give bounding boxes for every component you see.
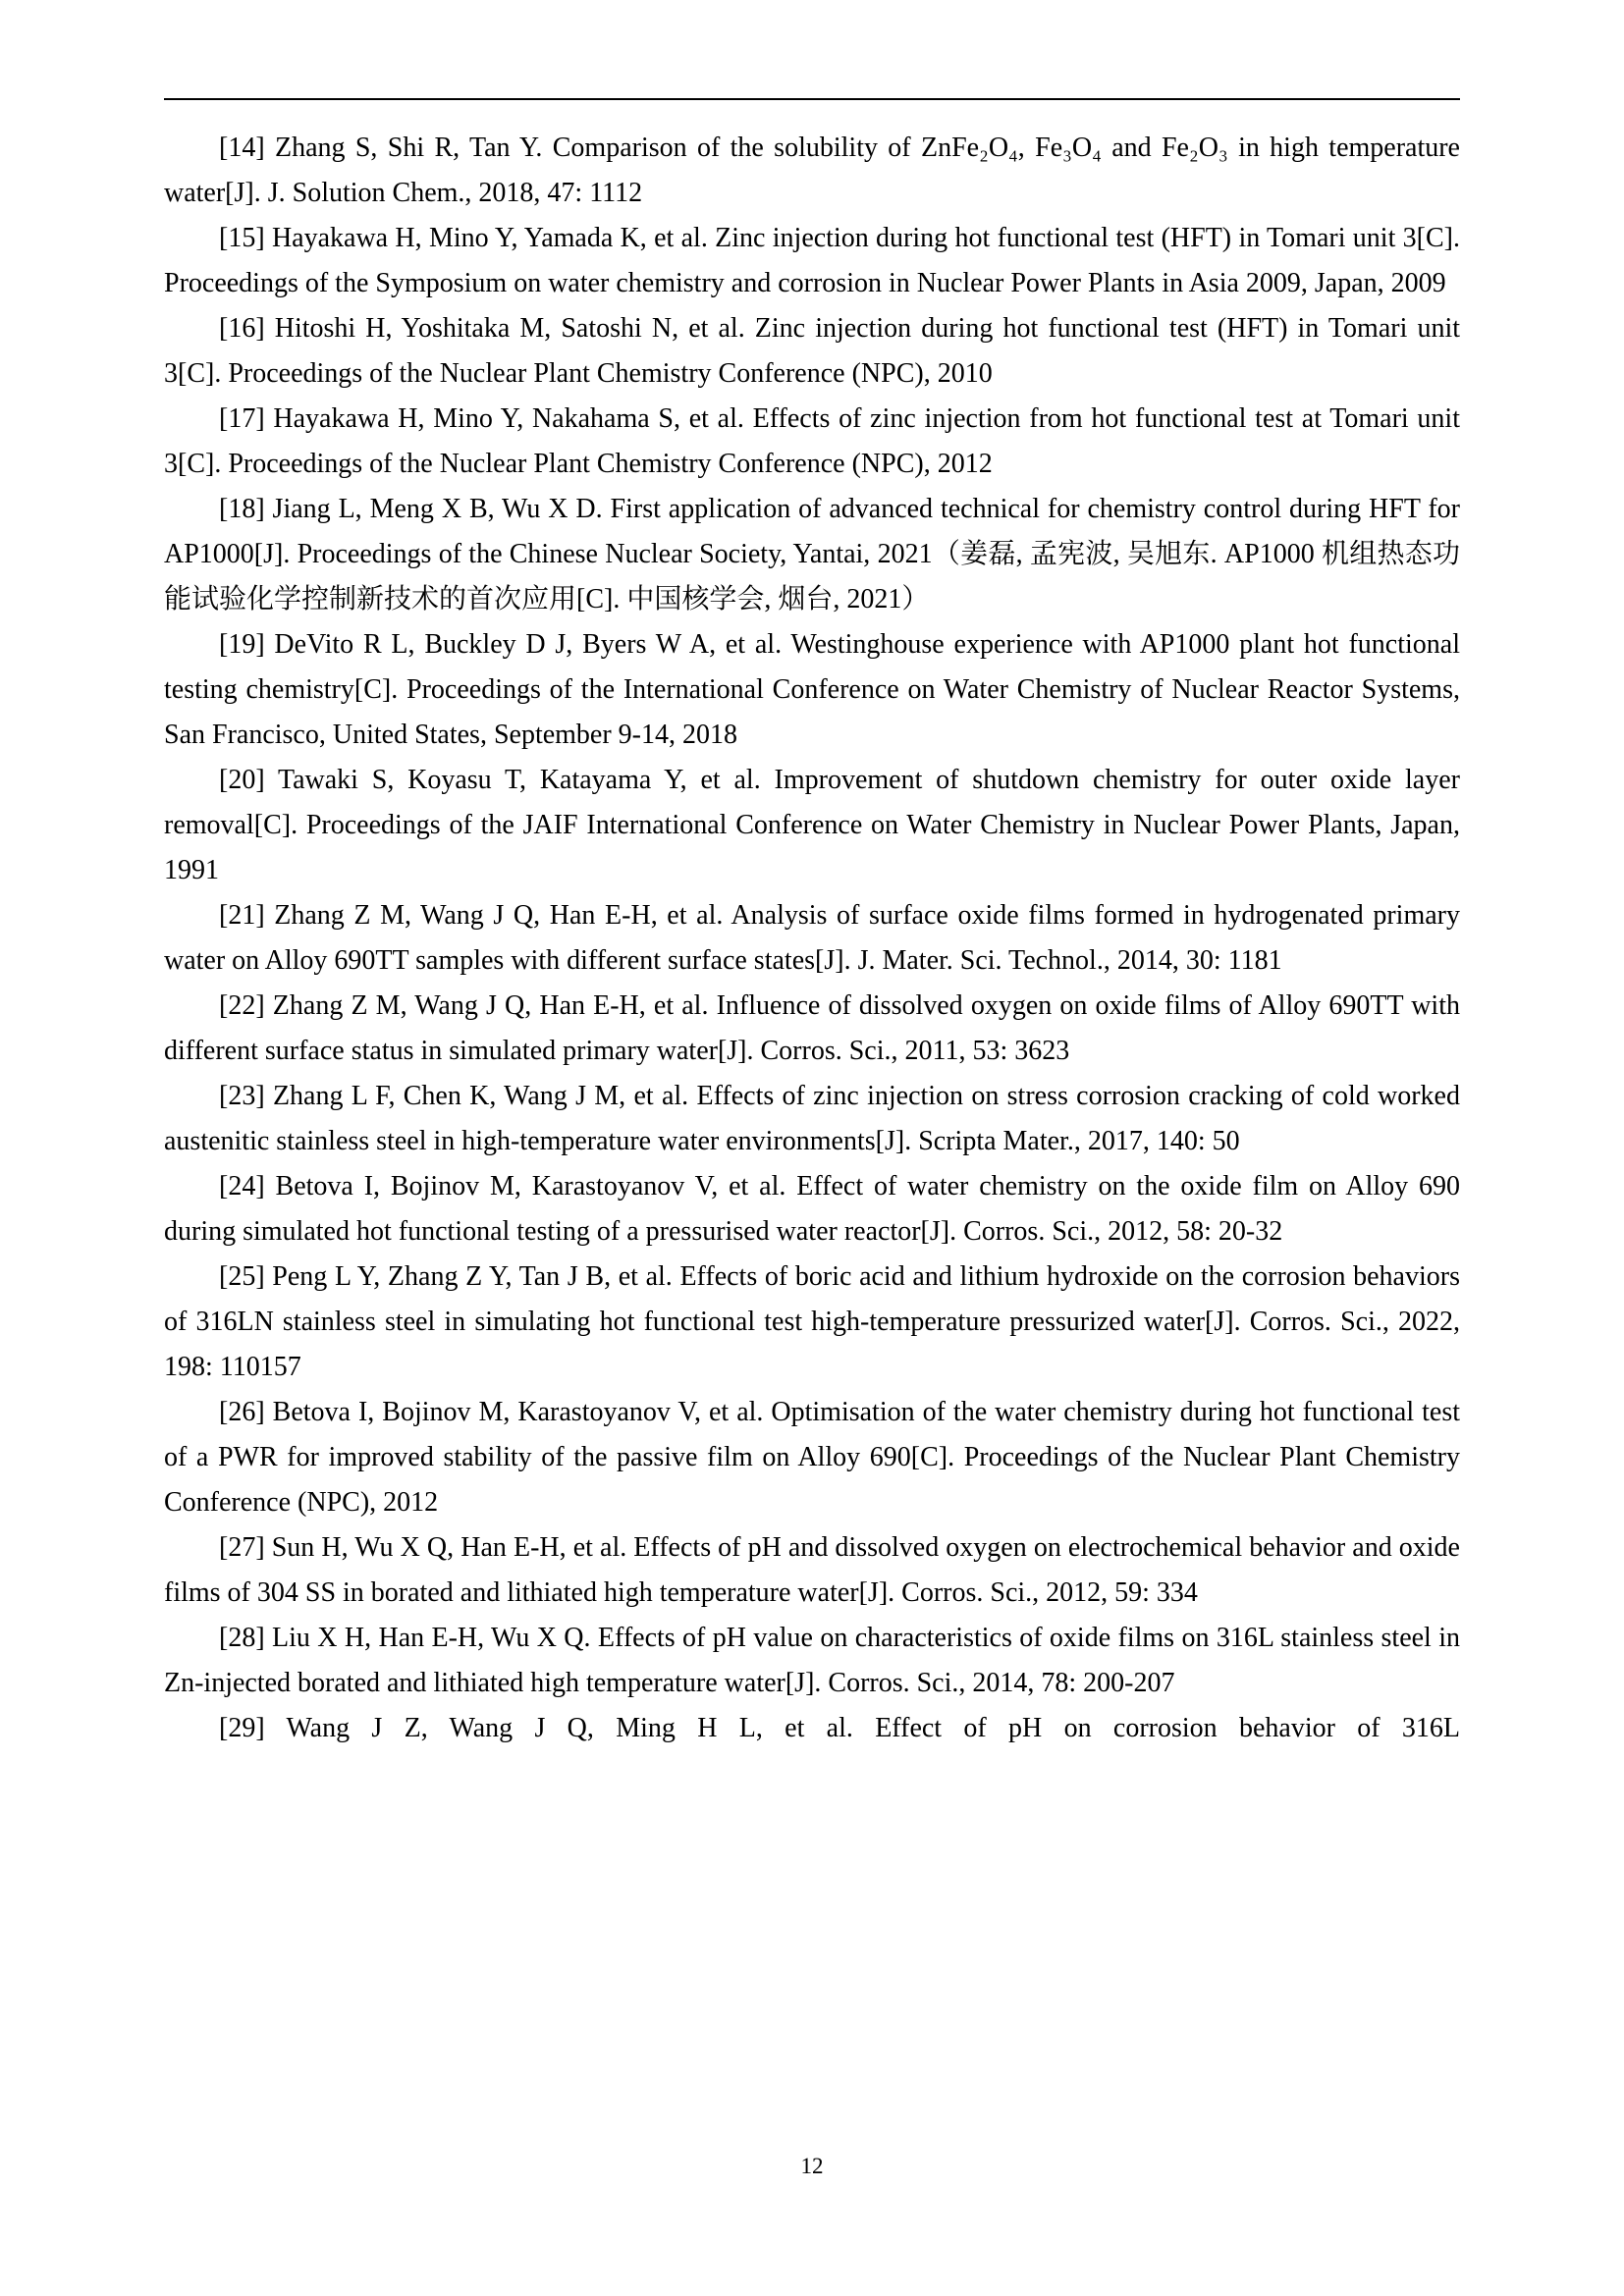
reference-item: [26] Betova I, Bojinov M, Karastoyanov V, et al. Optimisation of the water chemistry during hot functional test of a PWR for improved stability of the passive film on Alloy 690[C]. Proceedings of the Nuclear Plant Chemistry Conference (NPC), 2012 bbox=[164, 1397, 1460, 1518]
header-rule bbox=[164, 98, 1460, 100]
reference-item: [18] Jiang L, Meng X B, Wu X D. First application of advanced technical for chemistry control during HFT for AP1000[J]. Proceedings of the Chinese Nuclear Society, Yantai, 2021（姜磊, 孟宪波, 吴旭东. AP1000 机组热态功能试验化学控制新技术的首次应用[C]. 中国核学会, 烟台, 2021） bbox=[164, 494, 1460, 614]
reference-item: [19] DeVito R L, Buckley D J, Byers W A, et al. Westinghouse experience with AP1000 plant hot functional testing chemistry[C]. Proceedings of the International Conference on Water Chemistry of Nuclear Reactor Systems, San Francisco, United States, September 9-14, 2018 bbox=[164, 629, 1460, 750]
reference-item: [23] Zhang L F, Chen K, Wang J M, et al. Effects of zinc injection on stress corrosion cracking of cold worked austenitic stainless steel in high-temperature water environments[J]. Scripta Mater., 2017, 140: 50 bbox=[164, 1081, 1460, 1156]
page-number: 12 bbox=[800, 2154, 824, 2178]
reference-item: [15] Hayakawa H, Mino Y, Yamada K, et al. Zinc injection during hot functional test (HFT) in Tomari unit 3[C]. Proceedings of the Symposium on water chemistry and corrosion in Nuclear Power Plants in Asia 2009, Japan, 2009 bbox=[164, 223, 1460, 298]
reference-item: [17] Hayakawa H, Mino Y, Nakahama S, et al. Effects of zinc injection from hot functional test at Tomari unit 3[C]. Proceedings of the Nuclear Plant Chemistry Conference (NPC), 2012 bbox=[164, 403, 1460, 479]
reference-item: [24] Betova I, Bojinov M, Karastoyanov V, et al. Effect of water chemistry on the oxide film on Alloy 690 during simulated hot functional testing of a pressurised water reactor[J]. Corros. Sci., 2012, 58: 20-32 bbox=[164, 1171, 1460, 1247]
reference-item: [16] Hitoshi H, Yoshitaka M, Satoshi N, et al. Zinc injection during hot functional test (HFT) in Tomari unit 3[C]. Proceedings of the Nuclear Plant Chemistry Conference (NPC), 2010 bbox=[164, 313, 1460, 389]
reference-item: [20] Tawaki S, Koyasu T, Katayama Y, et al. Improvement of shutdown chemistry for outer oxide layer removal[C]. Proceedings of the JAIF International Conference on Water Chemistry in Nuclear Power Plants, Japan, 1991 bbox=[164, 765, 1460, 885]
reference-item: [22] Zhang Z M, Wang J Q, Han E-H, et al. Influence of dissolved oxygen on oxide films of Alloy 690TT with different surface status in simulated primary water[J]. Corros. Sci., 2011, 53: 3623 bbox=[164, 990, 1460, 1066]
reference-item: [25] Peng L Y, Zhang Z Y, Tan J B, et al. Effects of boric acid and lithium hydroxide on the corrosion behaviors of 316LN stainless steel in simulating hot functional test high-temperature pressurized water[J]. Corros. Sci., 2022, 198: 110157 bbox=[164, 1261, 1460, 1382]
page-footer bbox=[0, 2152, 1624, 2181]
references-section bbox=[164, 126, 1460, 1751]
reference-item: [28] Liu X H, Han E-H, Wu X Q. Effects of pH value on characteristics of oxide films on 316L stainless steel in Zn-injected borated and lithiated high temperature water[J]. Corros. Sci., 2014, 78: 200-207 bbox=[164, 1623, 1460, 1698]
reference-item: [27] Sun H, Wu X Q, Han E-H, et al. Effects of pH and dissolved oxygen on electrochemical behavior and oxide films of 304 SS in borated and lithiated high temperature water[J]. Corros. Sci., 2012, 59: 334 bbox=[164, 1532, 1460, 1608]
reference-item: [29] Wang J Z, Wang J Q, Ming H L, et al. Effect of pH on corrosion behavior of 316L bbox=[219, 1713, 1460, 1743]
reference-item: [21] Zhang Z M, Wang J Q, Han E-H, et al. Analysis of surface oxide films formed in hydrogenated primary water on Alloy 690TT samples with different surface states[J]. J. Mater. Sci. Technol., 2014, 30: 1181 bbox=[164, 900, 1460, 976]
reference-item: [14] Zhang S, Shi R, Tan Y. Comparison of the solubility of ZnFe₂O₄, Fe₃O₄ and Fe₂O₃ in high temperature water[J]. J. Solution Chem., 2018, 47: 1112 bbox=[164, 133, 1460, 208]
